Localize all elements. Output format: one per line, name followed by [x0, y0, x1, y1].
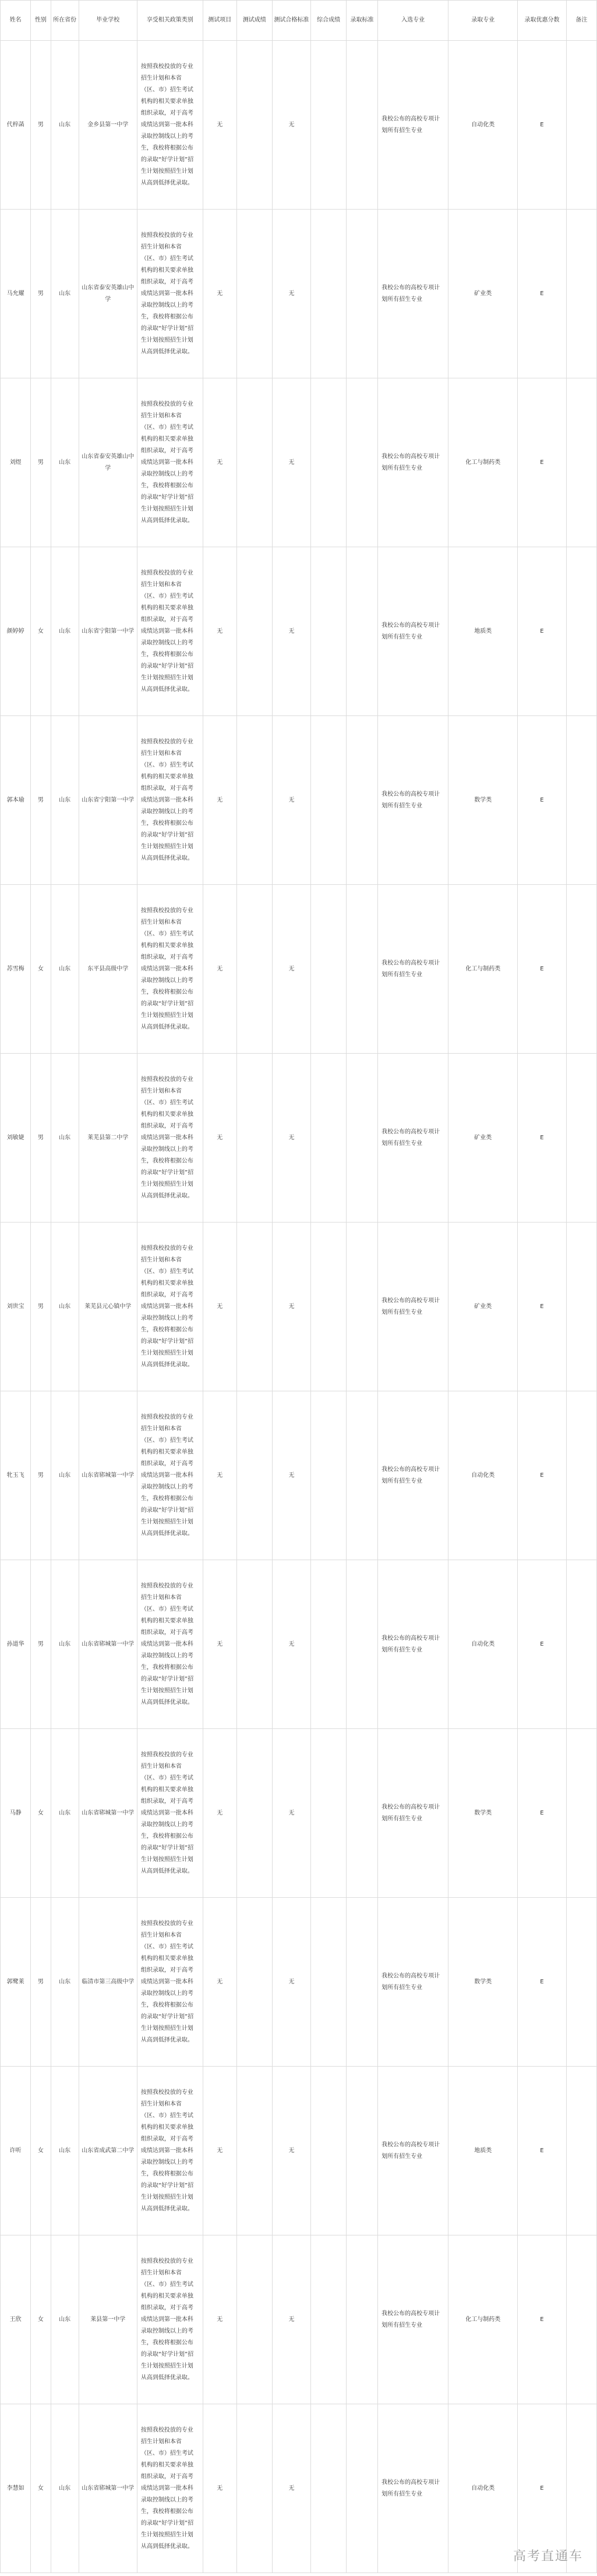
cell-gender: 男 — [31, 1054, 51, 1223]
cell-test-item: 无 — [203, 378, 236, 547]
cell-test-score — [237, 716, 273, 885]
table-body — [1, 41, 597, 2573]
cell-selected-major: 我校公布的高校专项计划所有招生专业 — [378, 547, 448, 716]
cell-test-item: 无 — [203, 1898, 236, 2067]
cell-school: 莱芜县元心镇中学 — [79, 1223, 137, 1391]
cell-gender: 女 — [31, 2235, 51, 2404]
header-test-standard: 测试合格标准 — [272, 1, 311, 41]
cell-note — [566, 2235, 596, 2404]
cell-school: 山东省郓城第一中学 — [79, 1729, 137, 1898]
cell-admitted-major: 矿业类 — [448, 1054, 518, 1223]
cell-policy: 按照我校投放的专业招生计划和本省（区、市）招生考试机构的相关要求单独组织录取，对于高考成绩达到第一批本科录取控制线以上的考生，我校将根据公布的录取“好学计划”招生计划按照招生计划从高到低择优录取。 — [137, 1560, 203, 1729]
cell-note — [566, 1054, 596, 1223]
cell-policy: 按照我校投放的专业招生计划和本省（区、市）招生考试机构的相关要求单独组织录取，对于高考成绩达到第一批本科录取控制线以上的考生，我校将根据公布的录取“好学计划”招生计划按照招生计划从高到低择优录取。 — [137, 547, 203, 716]
cell-bonus-score: E — [518, 2067, 567, 2235]
cell-test-standard: 无 — [272, 41, 311, 210]
cell-selected-major: 我校公布的高校专项计划所有招生专业 — [378, 716, 448, 885]
cell-admitted-major: 化工与制药类 — [448, 885, 518, 1054]
cell-test-standard: 无 — [272, 716, 311, 885]
table-row — [1, 1729, 597, 1898]
cell-province: 山东 — [51, 547, 79, 716]
cell-selected-major: 我校公布的高校专项计划所有招生专业 — [378, 1560, 448, 1729]
cell-total-score — [311, 210, 347, 378]
cell-test-score — [237, 1898, 273, 2067]
cell-total-score — [311, 41, 347, 210]
header-policy: 享受相关政策类别 — [137, 1, 203, 41]
cell-province: 山东 — [51, 210, 79, 378]
table-row — [1, 210, 597, 378]
header-name: 姓名 — [1, 1, 31, 41]
cell-school: 山东省泰安英雄山中学 — [79, 378, 137, 547]
cell-test-item: 无 — [203, 1729, 236, 1898]
cell-test-standard: 无 — [272, 1223, 311, 1391]
header-test-score: 测试成绩 — [237, 1, 273, 41]
header-bonus-score: 录取优惠分数 — [518, 1, 567, 41]
cell-total-score — [311, 1729, 347, 1898]
cell-note — [566, 2067, 596, 2235]
cell-total-score — [311, 1560, 347, 1729]
cell-bonus-score: E — [518, 1391, 567, 1560]
header-admitted-major: 录取专业 — [448, 1, 518, 41]
cell-note — [566, 378, 596, 547]
cell-total-score — [311, 2235, 347, 2404]
cell-selected-major: 我校公布的高校专项计划所有招生专业 — [378, 885, 448, 1054]
cell-admit-standard — [346, 1898, 377, 2067]
header-test-item: 测试项目 — [203, 1, 236, 41]
cell-test-item: 无 — [203, 210, 236, 378]
cell-test-item: 无 — [203, 41, 236, 210]
table-row — [1, 1223, 597, 1391]
cell-name: 马静 — [1, 1729, 31, 1898]
cell-admit-standard — [346, 378, 377, 547]
cell-admit-standard — [346, 210, 377, 378]
cell-selected-major: 我校公布的高校专项计划所有招生专业 — [378, 2067, 448, 2235]
cell-test-item: 无 — [203, 1223, 236, 1391]
cell-school: 山东省郓城第一中学 — [79, 1560, 137, 1729]
cell-school: 山东省宁阳第一中学 — [79, 716, 137, 885]
cell-total-score — [311, 547, 347, 716]
cell-admitted-major: 矿业类 — [448, 210, 518, 378]
cell-policy: 按照我校投放的专业招生计划和本省（区、市）招生考试机构的相关要求单独组织录取，对于高考成绩达到第一批本科录取控制线以上的考生，我校将根据公布的录取“好学计划”招生计划按照招生计划从高到低择优录取。 — [137, 2404, 203, 2573]
cell-test-item: 无 — [203, 716, 236, 885]
cell-school: 莱芜县第二中学 — [79, 1054, 137, 1223]
table-row — [1, 2404, 597, 2573]
cell-school: 莱县第一中学 — [79, 2235, 137, 2404]
cell-selected-major: 我校公布的高校专项计划所有招生专业 — [378, 1729, 448, 1898]
cell-admitted-major: 地质类 — [448, 2067, 518, 2235]
cell-name: 李慧如 — [1, 2404, 31, 2573]
cell-name: 王欣 — [1, 2235, 31, 2404]
table-row — [1, 1560, 597, 1729]
cell-gender: 男 — [31, 210, 51, 378]
cell-test-score — [237, 547, 273, 716]
header-school: 毕业学校 — [79, 1, 137, 41]
cell-admit-standard — [346, 1391, 377, 1560]
cell-policy: 按照我校投放的专业招生计划和本省（区、市）招生考试机构的相关要求单独组织录取，对于高考成绩达到第一批本科录取控制线以上的考生，我校将根据公布的录取“好学计划”招生计划按照招生计划从高到低择优录取。 — [137, 1898, 203, 2067]
cell-selected-major: 我校公布的高校专项计划所有招生专业 — [378, 1391, 448, 1560]
cell-test-score — [237, 1560, 273, 1729]
cell-bonus-score: E — [518, 716, 567, 885]
cell-total-score — [311, 1898, 347, 2067]
cell-test-item: 无 — [203, 1054, 236, 1223]
table-row — [1, 41, 597, 210]
cell-policy: 按照我校投放的专业招生计划和本省（区、市）招生考试机构的相关要求单独组织录取，对于高考成绩达到第一批本科录取控制线以上的考生，我校将根据公布的录取“好学计划”招生计划按照招生计划从高到低择优录取。 — [137, 1729, 203, 1898]
cell-gender: 女 — [31, 885, 51, 1054]
cell-test-item: 无 — [203, 2404, 236, 2573]
cell-policy: 按照我校投放的专业招生计划和本省（区、市）招生考试机构的相关要求单独组织录取，对于高考成绩达到第一批本科录取控制线以上的考生，我校将根据公布的录取“好学计划”招生计划按照招生计划从高到低择优录取。 — [137, 1054, 203, 1223]
cell-policy: 按照我校投放的专业招生计划和本省（区、市）招生考试机构的相关要求单独组织录取，对于高考成绩达到第一批本科录取控制线以上的考生，我校将根据公布的录取“好学计划”招生计划按照招生计划从高到低择优录取。 — [137, 41, 203, 210]
header-note: 备注 — [566, 1, 596, 41]
cell-total-score — [311, 378, 347, 547]
cell-policy: 按照我校投放的专业招生计划和本省（区、市）招生考试机构的相关要求单独组织录取，对于高考成绩达到第一批本科录取控制线以上的考生，我校将根据公布的录取“好学计划”招生计划按照招生计划从高到低择优录取。 — [137, 210, 203, 378]
cell-policy: 按照我校投放的专业招生计划和本省（区、市）招生考试机构的相关要求单独组织录取，对于高考成绩达到第一批本科录取控制线以上的考生，我校将根据公布的录取“好学计划”招生计划按照招生计划从高到低择优录取。 — [137, 378, 203, 547]
cell-province: 山东 — [51, 1560, 79, 1729]
cell-gender: 女 — [31, 2404, 51, 2573]
table-row — [1, 1054, 597, 1223]
cell-test-item: 无 — [203, 547, 236, 716]
cell-admit-standard — [346, 2067, 377, 2235]
cell-note — [566, 1391, 596, 1560]
cell-note — [566, 210, 596, 378]
table-row — [1, 716, 597, 885]
cell-bonus-score: E — [518, 1223, 567, 1391]
cell-admitted-major: 化工与制药类 — [448, 2235, 518, 2404]
cell-province: 山东 — [51, 1391, 79, 1560]
cell-name: 牝玉飞 — [1, 1391, 31, 1560]
cell-total-score — [311, 1391, 347, 1560]
cell-total-score — [311, 2404, 347, 2573]
cell-note — [566, 41, 596, 210]
cell-admit-standard — [346, 2404, 377, 2573]
cell-name: 刘煜 — [1, 378, 31, 547]
cell-bonus-score: E — [518, 1560, 567, 1729]
cell-name: 颜婷婷 — [1, 547, 31, 716]
cell-gender: 男 — [31, 1560, 51, 1729]
cell-admitted-major: 数学类 — [448, 716, 518, 885]
cell-gender: 男 — [31, 41, 51, 210]
cell-selected-major: 我校公布的高校专项计划所有招生专业 — [378, 1898, 448, 2067]
cell-school: 金乡县第一中学 — [79, 41, 137, 210]
cell-total-score — [311, 1054, 347, 1223]
cell-province: 山东 — [51, 41, 79, 210]
table-row — [1, 2235, 597, 2404]
cell-test-standard: 无 — [272, 885, 311, 1054]
cell-policy: 按照我校投放的专业招生计划和本省（区、市）招生考试机构的相关要求单独组织录取，对于高考成绩达到第一批本科录取控制线以上的考生，我校将根据公布的录取“好学计划”招生计划按照招生计划从高到低择优录取。 — [137, 1223, 203, 1391]
cell-gender: 女 — [31, 1729, 51, 1898]
table-row — [1, 547, 597, 716]
cell-gender: 女 — [31, 547, 51, 716]
header-selected-major: 入选专业 — [378, 1, 448, 41]
cell-name: 马允耀 — [1, 210, 31, 378]
cell-test-score — [237, 2067, 273, 2235]
cell-province: 山东 — [51, 1223, 79, 1391]
cell-school: 临清市第三高级中学 — [79, 1898, 137, 2067]
cell-test-score — [237, 378, 273, 547]
cell-test-standard: 无 — [272, 1560, 311, 1729]
cell-test-item: 无 — [203, 2235, 236, 2404]
cell-admitted-major: 自动化类 — [448, 2404, 518, 2573]
cell-policy: 按照我校投放的专业招生计划和本省（区、市）招生考试机构的相关要求单独组织录取，对于高考成绩达到第一批本科录取控制线以上的考生，我校将根据公布的录取“好学计划”招生计划按照招生计划从高到低择优录取。 — [137, 2235, 203, 2404]
cell-bonus-score: E — [518, 2404, 567, 2573]
table-row — [1, 1391, 597, 1560]
cell-gender: 男 — [31, 1223, 51, 1391]
cell-name: 代梓菡 — [1, 41, 31, 210]
cell-name: 郭鹭莱 — [1, 1898, 31, 2067]
cell-admit-standard — [346, 41, 377, 210]
cell-selected-major: 我校公布的高校专项计划所有招生专业 — [378, 41, 448, 210]
table-row — [1, 885, 597, 1054]
cell-gender: 男 — [31, 378, 51, 547]
cell-province: 山东 — [51, 1054, 79, 1223]
cell-policy: 按照我校投放的专业招生计划和本省（区、市）招生考试机构的相关要求单独组织录取，对于高考成绩达到第一批本科录取控制线以上的考生，我校将根据公布的录取“好学计划”招生计划按照招生计划从高到低择优录取。 — [137, 1391, 203, 1560]
cell-school: 山东省成武第二中学 — [79, 2067, 137, 2235]
cell-school: 东平县高级中学 — [79, 885, 137, 1054]
cell-gender: 女 — [31, 2067, 51, 2235]
cell-admitted-major: 地质类 — [448, 547, 518, 716]
table-row — [1, 2067, 597, 2235]
cell-admitted-major: 矿业类 — [448, 1223, 518, 1391]
cell-admitted-major: 化工与制药类 — [448, 378, 518, 547]
table-row — [1, 378, 597, 547]
cell-selected-major: 我校公布的高校专项计划所有招生专业 — [378, 210, 448, 378]
cell-test-standard: 无 — [272, 1729, 311, 1898]
cell-admitted-major: 自动化类 — [448, 1560, 518, 1729]
cell-selected-major: 我校公布的高校专项计划所有招生专业 — [378, 2235, 448, 2404]
cell-note — [566, 1560, 596, 1729]
cell-bonus-score: E — [518, 378, 567, 547]
cell-name: 刘世宝 — [1, 1223, 31, 1391]
cell-admitted-major: 数学类 — [448, 1898, 518, 2067]
header-admit-standard: 录取标准 — [346, 1, 377, 41]
header-gender: 性别 — [31, 1, 51, 41]
cell-gender: 男 — [31, 716, 51, 885]
cell-test-score — [237, 1729, 273, 1898]
cell-test-standard: 无 — [272, 2235, 311, 2404]
cell-province: 山东 — [51, 2404, 79, 2573]
cell-school: 山东省郓城第一中学 — [79, 2404, 137, 2573]
cell-note — [566, 1223, 596, 1391]
cell-test-standard: 无 — [272, 1391, 311, 1560]
cell-bonus-score: E — [518, 210, 567, 378]
cell-test-score — [237, 1054, 273, 1223]
cell-test-score — [237, 2235, 273, 2404]
cell-policy: 按照我校投放的专业招生计划和本省（区、市）招生考试机构的相关要求单独组织录取，对于高考成绩达到第一批本科录取控制线以上的考生，我校将根据公布的录取“好学计划”招生计划按照招生计划从高到低择优录取。 — [137, 885, 203, 1054]
table-row — [1, 1898, 597, 2067]
cell-bonus-score: E — [518, 41, 567, 210]
cell-province: 山东 — [51, 1729, 79, 1898]
cell-test-item: 无 — [203, 2067, 236, 2235]
cell-test-standard: 无 — [272, 547, 311, 716]
cell-selected-major: 我校公布的高校专项计划所有招生专业 — [378, 378, 448, 547]
cell-school: 山东省宁阳第一中学 — [79, 547, 137, 716]
cell-selected-major: 我校公布的高校专项计划所有招生专业 — [378, 1054, 448, 1223]
cell-admit-standard — [346, 1729, 377, 1898]
watermark-text: 高考直通车 — [513, 2549, 583, 2564]
cell-province: 山东 — [51, 716, 79, 885]
header-row — [1, 1, 597, 41]
cell-total-score — [311, 885, 347, 1054]
cell-policy: 按照我校投放的专业招生计划和本省（区、市）招生考试机构的相关要求单独组织录取，对于高考成绩达到第一批本科录取控制线以上的考生，我校将根据公布的录取“好学计划”招生计划按照招生计划从高到低择优录取。 — [137, 2067, 203, 2235]
cell-test-standard: 无 — [272, 2404, 311, 2573]
cell-note — [566, 547, 596, 716]
cell-note — [566, 716, 596, 885]
cell-admit-standard — [346, 885, 377, 1054]
cell-policy: 按照我校投放的专业招生计划和本省（区、市）招生考试机构的相关要求单独组织录取，对于高考成绩达到第一批本科录取控制线以上的考生，我校将根据公布的录取“好学计划”招生计划按照招生计划从高到低择优录取。 — [137, 716, 203, 885]
cell-test-standard: 无 — [272, 378, 311, 547]
cell-test-standard: 无 — [272, 210, 311, 378]
cell-school: 山东省泰安英雄山中学 — [79, 210, 137, 378]
cell-province: 山东 — [51, 2235, 79, 2404]
header-province: 所在省份 — [51, 1, 79, 41]
cell-test-standard: 无 — [272, 1054, 311, 1223]
cell-province: 山东 — [51, 1898, 79, 2067]
cell-test-score — [237, 1223, 273, 1391]
cell-bonus-score: E — [518, 885, 567, 1054]
cell-name: 许听 — [1, 2067, 31, 2235]
cell-test-score — [237, 41, 273, 210]
cell-gender: 男 — [31, 1898, 51, 2067]
cell-test-score — [237, 885, 273, 1054]
cell-selected-major: 我校公布的高校专项计划所有招生专业 — [378, 2404, 448, 2573]
cell-admitted-major: 自动化类 — [448, 41, 518, 210]
cell-admit-standard — [346, 1560, 377, 1729]
cell-note — [566, 885, 596, 1054]
cell-name: 郭本瑜 — [1, 716, 31, 885]
cell-admit-standard — [346, 1054, 377, 1223]
cell-admitted-major: 自动化类 — [448, 1391, 518, 1560]
cell-bonus-score: E — [518, 2235, 567, 2404]
table-header — [1, 1, 597, 41]
cell-note — [566, 1898, 596, 2067]
cell-province: 山东 — [51, 378, 79, 547]
cell-admit-standard — [346, 547, 377, 716]
cell-total-score — [311, 2067, 347, 2235]
cell-total-score — [311, 1223, 347, 1391]
cell-gender: 男 — [31, 1391, 51, 1560]
cell-bonus-score: E — [518, 1729, 567, 1898]
cell-admit-standard — [346, 2235, 377, 2404]
cell-admitted-major: 数学类 — [448, 1729, 518, 1898]
cell-test-item: 无 — [203, 885, 236, 1054]
cell-test-score — [237, 2404, 273, 2573]
cell-province: 山东 — [51, 2067, 79, 2235]
cell-test-standard: 无 — [272, 1898, 311, 2067]
cell-test-score — [237, 1391, 273, 1560]
header-total-score: 综合成绩 — [311, 1, 347, 41]
cell-test-standard: 无 — [272, 2067, 311, 2235]
cell-province: 山东 — [51, 885, 79, 1054]
cell-note — [566, 1729, 596, 1898]
cell-school: 山东省郓城第一中学 — [79, 1391, 137, 1560]
cell-bonus-score: E — [518, 547, 567, 716]
cell-name: 刘敏婕 — [1, 1054, 31, 1223]
cell-admit-standard — [346, 1223, 377, 1391]
cell-test-item: 无 — [203, 1391, 236, 1560]
cell-total-score — [311, 716, 347, 885]
cell-name: 苏雪梅 — [1, 885, 31, 1054]
cell-test-item: 无 — [203, 1560, 236, 1729]
cell-admit-standard — [346, 716, 377, 885]
cell-test-score — [237, 210, 273, 378]
cell-bonus-score: E — [518, 1054, 567, 1223]
cell-bonus-score: E — [518, 1898, 567, 2067]
cell-selected-major: 我校公布的高校专项计划所有招生专业 — [378, 1223, 448, 1391]
cell-name: 孙道华 — [1, 1560, 31, 1729]
